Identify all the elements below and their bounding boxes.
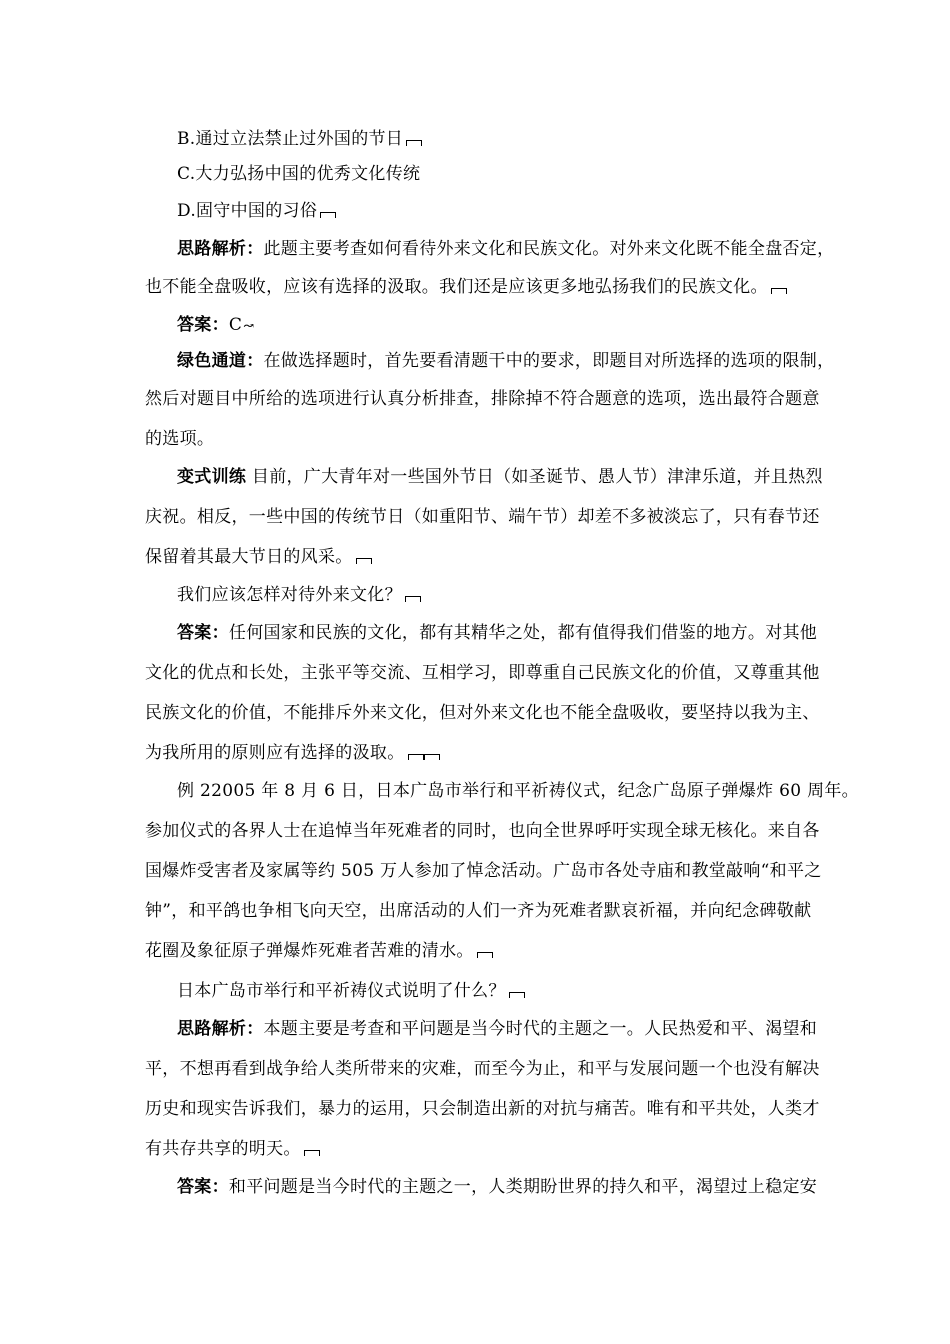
paragraph-mark-icon xyxy=(304,1150,320,1156)
analysis2-line2 xyxy=(145,1058,820,1080)
answer2-text2: 文化的优点和长处，主张平等交流、互相学习，即尊重自己民族文化的价值，又尊重其他 xyxy=(145,663,820,683)
example2-line1 xyxy=(177,780,859,802)
variant-text1: 目前，广大青年对一些国外节日（如圣诞节、愚人节）津津乐道，并且热烈 xyxy=(246,467,823,487)
analysis2-text4: 有共存共享的明天。 xyxy=(145,1139,301,1159)
option-c xyxy=(177,163,857,185)
green-text1: 在做选择题时，首先要看清题干中的要求，即题目对所选择的选项的限制， xyxy=(263,351,835,371)
answer2-line1 xyxy=(177,622,818,644)
option-c-text: C.大力弘扬中国的优秀文化传统 xyxy=(177,164,421,184)
paragraph-mark-icon xyxy=(320,212,336,218)
analysis1-label: 思路解析： xyxy=(177,239,264,259)
green-line3 xyxy=(145,428,825,450)
example2-line3 xyxy=(145,860,822,882)
green-text2: 然后对题目中所给的选项进行认真分析排查，排除掉不符合题意的选项，选出最符合题意 xyxy=(145,389,820,409)
example2-text5: 花圈及象征原子弹爆炸死难者苦难的清水。 xyxy=(145,941,474,961)
answer2-line3 xyxy=(145,702,820,724)
answer3-line1 xyxy=(177,1176,818,1198)
variant-line2 xyxy=(145,506,820,528)
example2-line2 xyxy=(145,820,820,842)
answer3-label: 答案： xyxy=(177,1177,229,1197)
option-d-text: D.固守中国的习俗 xyxy=(177,201,318,221)
answer1 xyxy=(177,314,857,338)
paragraph-mark-icon xyxy=(424,754,440,760)
example2-text4: 钟”，和平鸽也争相飞向天空，出席活动的人们一齐为死难者默哀祈福，并向纪念碑敬献 xyxy=(145,901,812,921)
answer2-text4: 为我所用的原则应有选择的汲取。 xyxy=(145,743,405,763)
variant-question-text: 我们应该怎样对待外来文化？ xyxy=(177,585,402,605)
answer2-text3: 民族文化的价值，不能排斥外来文化，但对外来文化也不能全盘吸收，要坚持以我为主、 xyxy=(145,703,820,723)
analysis1-line2 xyxy=(145,276,825,298)
analysis2-line1 xyxy=(177,1018,818,1040)
analysis2-text3: 历史和现实告诉我们，暴力的运用，只会制造出新的对抗与痛苦。唯有和平共处，人类才 xyxy=(145,1099,820,1119)
paragraph-mark-icon xyxy=(405,596,421,602)
analysis1-text2: 也不能全盘吸收，应该有选择的汲取。我们还是应该更多地弘扬我们的民族文化。 xyxy=(145,277,768,297)
analysis2-label: 思路解析： xyxy=(177,1019,264,1039)
paragraph-mark-icon xyxy=(771,288,787,294)
option-b-text: B.通过立法禁止过外国的节日 xyxy=(177,129,404,149)
variant-text3: 保留着其最大节日的风采。 xyxy=(145,547,353,567)
example2-text1: 例 22005 年 8 月 6 日，日本广岛市举行和平祈祷仪式，纪念广岛原子弹爆炸 60 周年。 xyxy=(177,781,859,801)
answer1-value: C xyxy=(228,315,243,335)
variant-line1 xyxy=(177,466,823,488)
green-text3: 的选项。 xyxy=(145,429,215,449)
answer2-line2 xyxy=(145,662,820,684)
answer3-text1: 和平问题是当今时代的主题之一，人类期盼世界的持久和平，渴望过上稳定安 xyxy=(228,1177,818,1197)
example2-question xyxy=(177,980,857,1002)
example2-question-text: 日本广岛市举行和平祈祷仪式说明了什么？ xyxy=(177,981,506,1001)
answer2-line4 xyxy=(145,742,825,764)
option-b xyxy=(177,128,857,150)
paragraph-mark-icon xyxy=(406,140,422,146)
green-line1 xyxy=(177,350,835,372)
analysis2-text1: 本题主要是考查和平问题是当今时代的主题之一。人民热爱和平、渴望和 xyxy=(263,1019,818,1039)
answer2-text1: 任何国家和民族的文化，都有其精华之处，都有值得我们借鉴的地方。对其他 xyxy=(228,623,818,643)
analysis1-text1: 此题主要考查如何看待外来文化和民族文化。对外来文化既不能全盘否定， xyxy=(263,239,835,259)
example2-text2: 参加仪式的各界人士在追悼当年死难者的同时，也向全世界呼吁实现全球无核化。来自各 xyxy=(145,821,820,841)
green-line2 xyxy=(145,388,825,410)
variant-line3 xyxy=(145,546,825,568)
variant-question xyxy=(177,584,857,606)
analysis2-line3 xyxy=(145,1098,820,1120)
paragraph-mark-icon xyxy=(408,754,424,760)
paragraph-mark-icon xyxy=(509,992,525,998)
variant-text2: 庆祝。相反，一些中国的传统节日（如重阳节、端午节）却差不多被淡忘了，只有春节还 xyxy=(145,507,820,527)
analysis2-text2: 平，不想再看到战争给人类所带来的灾难，而至今为止，和平与发展问题一个也没有解决 xyxy=(145,1059,820,1079)
analysis1-line1 xyxy=(177,238,835,260)
variant-label: 变式训练 xyxy=(177,467,247,487)
arrow-mark-icon: ↝ xyxy=(243,319,255,334)
example2-line5 xyxy=(145,940,825,962)
answer1-label: 答案： xyxy=(177,315,229,335)
example2-text3: 国爆炸受害者及家属等约 505 万人参加了悼念活动。广岛市各处寺庙和教堂敲响“和平之 xyxy=(145,861,822,881)
paragraph-mark-icon xyxy=(477,952,493,958)
green-label: 绿色通道： xyxy=(177,351,264,371)
example2-line4 xyxy=(145,900,812,922)
option-d xyxy=(177,200,857,222)
answer2-label: 答案： xyxy=(177,623,229,643)
paragraph-mark-icon xyxy=(356,558,372,564)
analysis2-line4 xyxy=(145,1138,825,1160)
